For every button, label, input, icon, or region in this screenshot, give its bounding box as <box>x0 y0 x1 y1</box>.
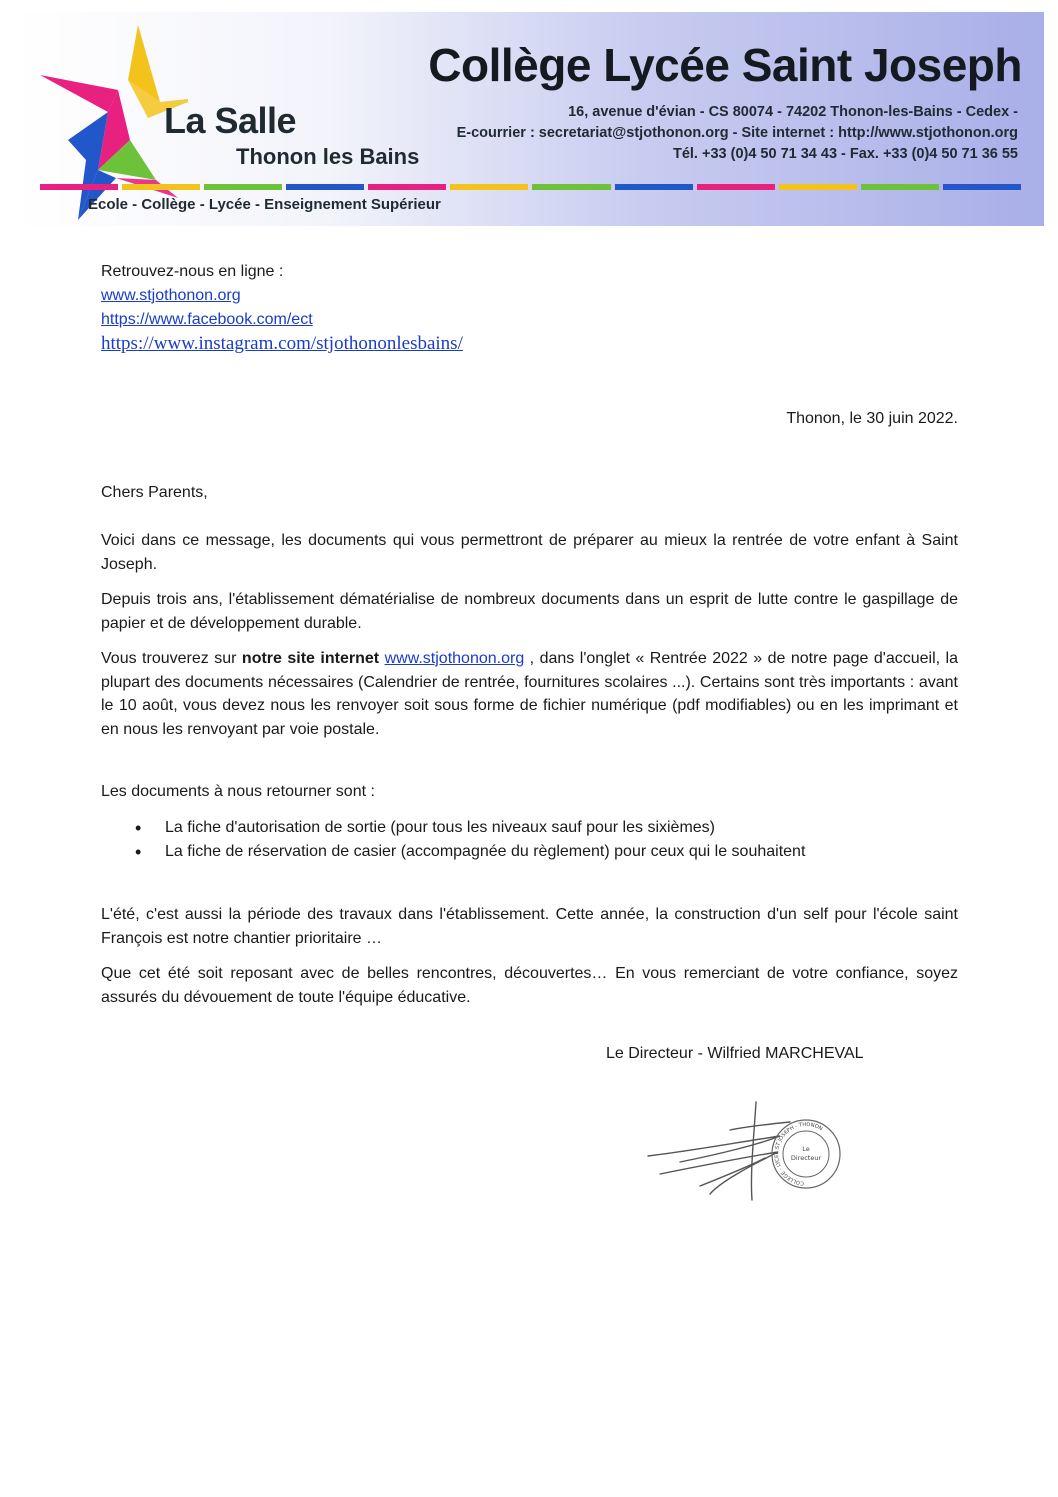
stripe-segment <box>943 184 1021 190</box>
list-item: • La fiche d'autorisation de sortie (pour tous les niveaux sauf pour les sixièmes) <box>101 816 958 840</box>
brand-name: La Salle <box>164 100 297 141</box>
school-address: 16, avenue d'évian - CS 80074 - 74202 Thonon-les-Bains - Cedex - <box>568 104 1018 120</box>
facebook-link[interactable]: https://www.facebook.com/ect <box>101 311 313 328</box>
stripe-segment <box>697 184 775 190</box>
stripe-segment <box>368 184 446 190</box>
website-inline-link[interactable]: www.stjothonon.org <box>384 650 525 667</box>
stripe-segment <box>40 184 118 190</box>
color-stripe <box>40 184 1025 190</box>
stripe-segment <box>779 184 857 190</box>
stripe-segment <box>450 184 528 190</box>
website-link[interactable]: www.stjothonon.org <box>101 287 241 304</box>
paragraph-intro: Voici dans ce message, les documents qui vous permettront de préparer au mieux la rentrée de votre enfant à Saint Joseph. <box>101 532 958 573</box>
school-phone-fax: Tél. +33 (0)4 50 71 34 43 - Fax. +33 (0)4 50 71 36 55 <box>672 146 1018 162</box>
school-stamp <box>772 1120 840 1188</box>
stripe-segment <box>532 184 610 190</box>
school-email-web: E-courrier : secretariat@stjothonon.org - Site internet : http://www.stjothonon.org <box>456 125 1018 141</box>
stamp-ring-text: COLLEGE - LYCEE ST JOSEPH - THONON <box>774 1121 824 1186</box>
list-item: • La fiche de réservation de casier (accompagnée du règlement) pour ceux qui le souhaitent <box>101 840 958 864</box>
documents-list <box>101 816 958 864</box>
stripe-segment <box>204 184 282 190</box>
stripe-segment <box>615 184 693 190</box>
stripe-segment <box>861 184 939 190</box>
online-intro: Retrouvez-nous en ligne : <box>101 263 284 280</box>
handwritten-signature <box>640 1096 860 1206</box>
instagram-link[interactable]: https://www.instagram.com/stjothononlesbains/ <box>101 333 463 354</box>
salutation: Chers Parents, <box>101 484 208 501</box>
tagline: Ecole - Collège - Lycée - Enseignement Supérieur <box>88 196 441 213</box>
paragraph-closing: Que cet été soit reposant avec de belles rencontres, découvertes… En vous remerciant de votre confiance, soyez assurés du dévouement de toute l'équipe éducative. <box>101 965 958 1006</box>
school-name: Collège Lycée Saint Joseph <box>428 39 1022 91</box>
documents-intro: Les documents à nous retourner sont : <box>101 783 375 800</box>
letterhead <box>14 12 1044 226</box>
paragraph-dematerialisation: Depuis trois ans, l'établissement dématérialise de nombreux documents dans un esprit de lutte contre le gaspillage de papier et de développement durable. <box>101 591 958 632</box>
website-bold-text: notre site internet <box>241 650 380 667</box>
stripe-segment <box>286 184 364 190</box>
signer-name: Le Directeur - Wilfried MARCHEVAL <box>606 1045 864 1062</box>
paragraph-works: L'été, c'est aussi la période des travaux dans l'établissement. Cette année, la construction d'un self pour l'école saint François est notre chantier prioritaire … <box>101 906 958 947</box>
website-text-before: Vous trouverez sur <box>101 650 242 667</box>
website-text-after: , dans l'onglet « Rentrée 2022 » de notre page d'accueil, la plupart des documents nécessaires (Calendrier de rentrée, fournitures scolaires ...). Certains sont très importants : avant le 10 août, vous devez nous les renvoyer soit sous forme de fichier numérique (pdf modifiables) ou en les imprimant et en nous les renvoyant par voie postale. <box>101 650 959 738</box>
paragraph-website <box>101 647 958 741</box>
brand-city: Thonon les Bains <box>236 144 420 169</box>
stamp-center-1: Le <box>802 1145 810 1153</box>
stamp-center-2: Directeur <box>790 1154 822 1162</box>
stripe-segment <box>122 184 200 190</box>
letter-date: Thonon, le 30 juin 2022. <box>786 410 958 427</box>
